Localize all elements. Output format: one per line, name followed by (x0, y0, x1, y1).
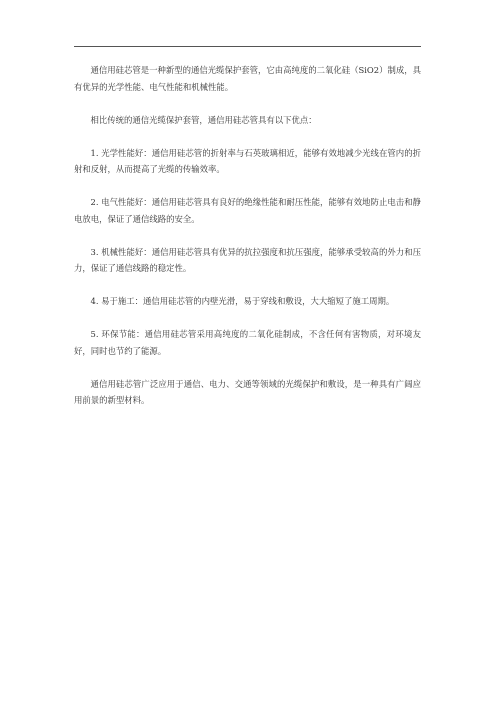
conclusion-paragraph: 通信用硅芯管广泛应用于通信、电力、交通等领域的光缆保护和敷设，是一种具有广阔应用前景的新型材料。 (74, 378, 421, 405)
advantage-construction-paragraph: 4. 易于施工：通信用硅芯管的内壁光滑，易于穿线和敷设，大大缩短了施工周期。 (90, 296, 395, 306)
advantage-environmental-paragraph: 5. 环保节能：通信用硅芯管采用高纯度的二氧化硅制成，不含任何有害物质，对环境友好，同时也节约了能源。 (74, 329, 421, 356)
header-rule (74, 46, 421, 47)
advantage-mechanical-paragraph: 3. 机械性能好：通信用硅芯管具有优异的抗拉强度和抗压强度，能够承受较高的外力和压力，保证了通信线路的稳定性。 (74, 246, 421, 273)
document-body (74, 62, 421, 425)
advantages-intro-paragraph: 相比传统的通信光缆保护套管，通信用硅芯管具有以下优点： (90, 114, 317, 125)
advantage-optical-paragraph: 1. 光学性能好：通信用硅芯管的折射率与石英玻璃相近，能够有效地减少光线在管内的折射和反射，从而提高了光缆的传输效率。 (74, 147, 421, 174)
intro-paragraph: 通信用硅芯管是一种新型的通信光缆保护套管，它由高纯度的二氧化硅（SiO2）制成，具有优异的光学性能、电气性能和机械性能。 (74, 65, 421, 92)
advantage-electrical-paragraph: 2. 电气性能好：通信用硅芯管具有良好的绝缘性能和耐压性能，能够有效地防止电击和静电放电，保证了通信线路的安全。 (74, 197, 421, 224)
